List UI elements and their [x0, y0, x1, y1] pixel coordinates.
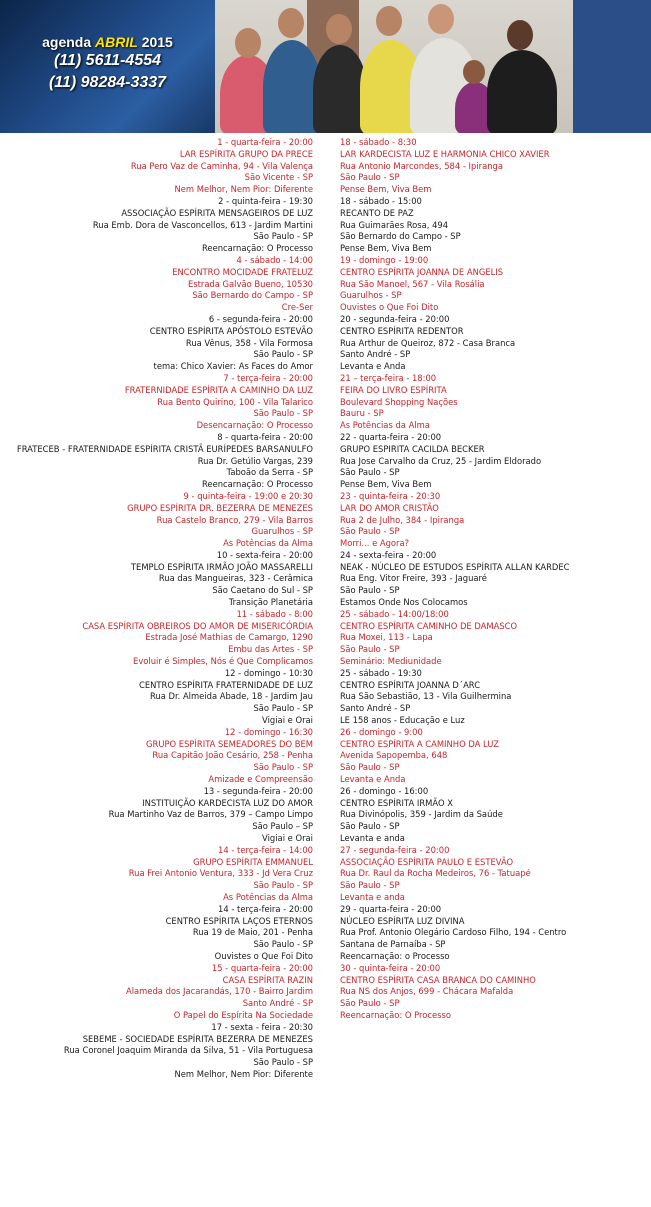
agenda-line: CENTRO ESPÍRITA A CAMINHO DA LUZ	[340, 738, 500, 749]
agenda-line: 25 - sábado - 19:30	[340, 667, 422, 678]
agenda-line: Santana de Parnaíba - SP	[340, 939, 446, 950]
agenda-line: Santo André - SP	[242, 998, 313, 1009]
agenda-line: Boulevard Shopping Nações	[340, 396, 458, 407]
agenda-line: CENTRO ESPÍRITA LAÇOS ETERNOS	[165, 915, 313, 926]
agenda-line: CENTRO ESPÍRITA CAMINHO DE DAMASCO	[340, 620, 518, 631]
agenda-line: São Paulo - SP	[340, 998, 400, 1009]
agenda-line: 20 - segunda-feira - 20:00	[340, 313, 450, 324]
agenda-line: Desencarnação: O Processo	[196, 420, 313, 431]
agenda-line: Pense Bem, Viva Bem	[340, 479, 432, 490]
agenda-line: SEBEME - SOCIEDADE ESPÍRITA BEZERRA DE MENEZES	[82, 1033, 313, 1044]
agenda-line: CENTRO ESPÍRITA JOANNA DE ANGELIS	[340, 266, 504, 277]
agenda-line: 2 - quinta-feira - 19:30	[218, 195, 313, 206]
agenda-line: São Paulo – SP	[252, 821, 313, 832]
agenda-line: NÚCLEO ESPÍRITA LUZ DIVINA	[340, 915, 465, 926]
agenda-line: 30 - quinta-feira - 20:00	[340, 962, 441, 973]
agenda-line: RECANTO DE PAZ	[340, 207, 414, 218]
agenda-line: Rua NS dos Anjos, 699 - Chácara Mafalda	[340, 986, 514, 997]
group-photo	[215, 0, 651, 133]
agenda-line: Bauru - SP	[340, 408, 384, 419]
agenda-line: CENTRO ESPÍRITA REDENTOR	[340, 325, 464, 336]
agenda-line: Rua Arthur de Queiroz, 872 - Casa Branca	[340, 337, 516, 348]
agenda-line: São Paulo - SP	[253, 408, 313, 419]
agenda-line: Ouvistes o Que Foi Dito	[214, 950, 313, 961]
agenda-line: 12 - domingo - 10:30	[224, 667, 313, 678]
agenda-line: São Paulo - SP	[253, 231, 313, 242]
agenda-line: CASA ESPÍRITA RAZIN	[222, 974, 313, 985]
agenda-line: Rua Vênus, 358 - Vila Formosa	[185, 337, 313, 348]
agenda-line: Rua Bento Quirino, 100 - Vila Talarico	[157, 396, 313, 407]
agenda-line: Guarulhos - SP	[251, 526, 313, 537]
agenda-line: LAR ESPÍRITA GRUPO DA PRECE	[179, 148, 313, 159]
agenda-line: São Paulo - SP	[340, 880, 400, 891]
agenda-line: Santo André - SP	[340, 349, 411, 360]
agenda-line: Reencarnação: O Processo	[201, 479, 313, 490]
agenda-line: São Paulo - SP	[340, 467, 400, 478]
agenda-line: Amizade e Compreensão	[208, 774, 313, 785]
agenda-line: 11 - sábado - 8:00	[236, 608, 313, 619]
person-head	[428, 4, 454, 34]
agenda-line: Rua Emb. Dora de Vasconcellos, 613 - Jardim Martini	[92, 219, 313, 230]
agenda-line: 10 - sexta-feira - 20:00	[216, 549, 313, 560]
agenda-line: Rua Jose Carvalho da Cruz, 25 - Jardim Eldorado	[340, 455, 542, 466]
agenda-line: GRUPO ESPÍRITA EMMANUEL	[193, 856, 313, 867]
agenda-line: 14 - terça-feira - 14:00	[218, 844, 313, 855]
agenda-line: Transição Planetária	[228, 597, 313, 608]
person-figure	[487, 50, 557, 133]
phone-number-2: (11) 98284-3337	[48, 74, 167, 91]
agenda-line: São Paulo - SP	[253, 762, 313, 773]
agenda-line: LAR DO AMOR CRISTÃO	[340, 502, 439, 513]
agenda-line: Rua Moxei, 113 - Lapa	[340, 632, 433, 643]
person-head	[507, 20, 533, 50]
agenda-line: Pense Bem, Viva Bem	[340, 184, 432, 195]
agenda-line: Ouvistes o Que Foi Dito	[340, 302, 439, 313]
person-head	[376, 6, 402, 36]
agenda-line: CENTRO ESPÍRITA IRMÃO X	[340, 797, 453, 808]
agenda-line: Rua São Manoel, 567 - Vila Rosália	[340, 278, 485, 289]
agenda-line: 23 - quinta-feira - 20:30	[340, 490, 441, 501]
agenda-right-column	[340, 137, 651, 1022]
agenda-line: Avenida Sapopemba, 648	[340, 750, 448, 761]
agenda-line: Rua Coronel Joaquim Miranda da Silva, 51 - Vila Portuguesa	[63, 1045, 313, 1056]
agenda-line: Pense Bem, Viva Bem	[340, 243, 432, 254]
agenda-line: 25 - sábado - 14:00/18:00	[340, 608, 449, 619]
agenda-line: ENCONTRO MOCIDADE FRATELUZ	[172, 266, 313, 277]
agenda-line: Estrada José Mathias de Camargo, 1290	[145, 632, 313, 643]
agenda-line: Vigiai e Orai	[262, 715, 313, 726]
agenda-line: As Potências da Alma	[340, 420, 430, 431]
agenda-line: Seminário: Mediunidade	[340, 656, 442, 667]
agenda-line: São Bernardo do Campo - SP	[192, 290, 313, 301]
agenda-line: 17 - sexta - feira - 20:30	[211, 1021, 313, 1032]
header-banner	[0, 0, 651, 133]
agenda-line: Reencarnação: O Processo	[340, 1009, 452, 1020]
agenda-line: 18 - sábado - 15:00	[340, 195, 422, 206]
agenda-line: CENTRO ESPÍRITA APÓSTOLO ESTEVÃO	[149, 325, 313, 336]
agenda-line: 18 - sábado - 8:30	[340, 137, 417, 147]
agenda-line: 4 - sábado - 14:00	[236, 254, 313, 265]
agenda-line: Evoluir é Simples, Nós é Que Complicamos	[133, 656, 313, 667]
agenda-line: São Paulo - SP	[340, 762, 400, 773]
agenda-line: Rua Antonio Marcondes, 584 - Ipiranga	[340, 160, 503, 171]
agenda-line: Rua Divinópolis, 359 - Jardim da Saúde	[340, 809, 503, 820]
agenda-line: tema: Chico Xavier: As Faces do Amor	[153, 361, 313, 372]
agenda-line: GRUPO ESPÍRITA DR. BEZERRA DE MENEZES	[127, 502, 313, 513]
agenda-line: As Potências da Alma	[223, 538, 313, 549]
agenda-line: Rua Eng. Vitor Freire, 393 - Jaguaré	[340, 573, 487, 584]
agenda-line: 12 - domingo - 16:30	[224, 726, 313, 737]
agenda-line: Rua das Mangueiras, 323 - Cerâmica	[158, 573, 313, 584]
agenda-line: Rua Capitão João Cesário, 258 - Penha	[152, 750, 313, 761]
agenda-line: Rua Dr. Raul da Rocha Medeiros, 76 - Tatuapé	[340, 868, 531, 879]
agenda-line: O Papel do Espírita Na Sociedade	[173, 1009, 313, 1020]
agenda-line: São Vicente - SP	[244, 172, 313, 183]
agenda-line: São Paulo - SP	[340, 821, 400, 832]
agenda-line: São Caetano do Sul - SP	[212, 585, 313, 596]
agenda-line: São Paulo - SP	[253, 349, 313, 360]
agenda-line: LAR KARDECISTA LUZ E HARMONIA CHICO XAVIER	[340, 148, 550, 159]
agenda-line: FRATECEB - FRATERNIDADE ESPÍRITA CRISTÃ EURÍPEDES BARSANULFO	[16, 443, 313, 454]
agenda-line: TEMPLO ESPÍRITA IRMÃO JOÃO MASSARELLI	[130, 561, 313, 572]
agenda-line: São Paulo - SP	[253, 880, 313, 891]
agenda-line: Vigiai e Orai	[262, 833, 313, 844]
agenda-line: GRUPO ESPÍRITA SEMEADORES DO BEM	[146, 738, 313, 749]
agenda-line: São Bernardo do Campo - SP	[340, 231, 461, 242]
agenda-line: INSTITUIÇÃO KARDECISTA LUZ DO AMOR	[142, 797, 313, 808]
agenda-line: Levanta e Anda	[340, 361, 406, 372]
agenda-line: Nem Melhor, Nem Pior: Diferente	[174, 184, 313, 195]
agenda-line: São Paulo - SP	[340, 585, 400, 596]
agenda-line: São Paulo - SP	[340, 526, 400, 537]
agenda-line: GRUPO ESPIRITA CACILDA BECKER	[340, 443, 485, 454]
agenda-line: ASSOCIAÇÃO ESPÍRITA MENSAGEIROS DE LUZ	[121, 207, 313, 218]
agenda-line: Cre-Ser	[281, 302, 313, 313]
agenda-line: Levanta e anda	[340, 833, 405, 844]
agenda-line: NEAK - NÚCLEO DE ESTUDOS ESPÍRITA ALLAN KARDEC	[340, 561, 570, 572]
agenda-line: 7 - terça-feira - 20:00	[223, 372, 313, 383]
agenda-line: Alameda dos Jacarandás, 170 - Bairro Jardim	[125, 986, 313, 997]
agenda-line: Rua 19 de Maio, 201 - Penha	[192, 927, 313, 938]
agenda-line: Estamos Onde Nos Colocamos	[340, 597, 468, 608]
phone-number-1: (11) 5611-4554	[53, 52, 162, 69]
agenda-line: Levanta e anda	[340, 892, 405, 902]
photo-background-wall	[573, 0, 651, 133]
agenda-line: CENTRO ESPÍRITA FRATERNIDADE DE LUZ	[138, 679, 313, 690]
agenda-line: As Potências da Alma	[223, 892, 313, 902]
agenda-line: Rua Martinho Vaz de Barros, 379 – Campo Limpo	[108, 809, 313, 820]
agenda-line: 6 - segunda-feira - 20:00	[208, 313, 313, 324]
agenda-line: 21 – terça-feira - 18:00	[340, 372, 437, 383]
agenda-line: Rua Dr. Getúlio Vargas, 239	[197, 455, 313, 466]
person-head	[235, 28, 261, 58]
agenda-line: Reencarnação: O Processo	[201, 243, 313, 254]
agenda-line: CENTRO ESPÍRITA JOANNA D´ARC	[340, 679, 481, 690]
agenda-line: 19 - domingo - 19:00	[340, 254, 429, 265]
agenda-line: Rua Castelo Branco, 279 - Vila Barros	[156, 514, 313, 525]
agenda-line: Rua São Sebastião, 13 - Vila Guilhermina	[340, 691, 512, 702]
agenda-line: 26 - domingo - 16:00	[340, 785, 429, 796]
agenda-line: 15 - quarta-feira - 20:00	[211, 962, 313, 973]
agenda-line: Rua Pero Vaz de Caminha, 94 - Vila Valença	[130, 160, 313, 171]
agenda-left-column	[0, 137, 313, 1081]
agenda-line: São Paulo - SP	[340, 644, 400, 655]
agenda-line: São Paulo - SP	[253, 703, 313, 714]
agenda-line: 29 - quarta-feira - 20:00	[340, 903, 442, 914]
agenda-line: 22 - quarta-feira - 20:00	[340, 431, 442, 442]
agenda-line: Guarulhos - SP	[340, 290, 402, 301]
agenda-line: 26 - domingo - 9:00	[340, 726, 423, 737]
agenda-line: Embu das Artes - SP	[228, 644, 313, 655]
agenda-line: São Paulo - SP	[253, 1057, 313, 1068]
agenda-line: CASA ESPÍRITA OBREIROS DO AMOR DE MISERICÓRDIA	[82, 620, 313, 631]
agenda-line: LE 158 anos - Educação e Luz	[340, 715, 465, 726]
agenda-line: Reencarnação: o Processo	[340, 950, 450, 961]
agenda-line: Rua 2 de Julho, 384 - Ipiranga	[340, 514, 465, 525]
agenda-line: Taboão da Serra - SP	[226, 467, 313, 478]
agenda-line: Rua Dr. Almeida Abade, 18 - Jardim Jau	[149, 691, 313, 702]
agenda-line: Nem Melhor, Nem Pior: Diferente	[174, 1068, 313, 1079]
header-title-panel	[0, 0, 215, 133]
agenda-line: São Paulo - SP	[253, 939, 313, 950]
agenda-line: São Paulo - SP	[340, 172, 400, 183]
person-head	[278, 8, 304, 38]
agenda-line: 14 - terça-feira - 20:00	[218, 903, 313, 914]
agenda-title: agenda ABRIL 2015	[42, 34, 173, 50]
agenda-line: 9 - quinta-feira - 19:00 e 20:30	[183, 490, 313, 501]
agenda-line: Rua Frei Antonio Ventura, 333 - Jd Vera Cruz	[128, 868, 313, 879]
agenda-line: 8 - quarta-feira - 20:00	[217, 431, 313, 442]
agenda-line: FRATERNIDADE ESPÍRITA A CAMINHO DA LUZ	[124, 384, 313, 395]
person-figure	[313, 45, 367, 133]
agenda-line: 13 - segunda-feira - 20:00	[203, 785, 313, 796]
agenda-line: Levanta e Anda	[340, 774, 406, 785]
agenda-line: Santo André - SP	[340, 703, 411, 714]
agenda-line: Estrada Galvão Bueno, 10530	[187, 278, 313, 289]
person-head	[463, 60, 485, 84]
agenda-line: 27 - segunda-feira - 20:00	[340, 844, 450, 855]
agenda-line: Morri... e Agora?	[340, 538, 410, 549]
agenda-line: Rua Prof. Antonio Olegário Cardoso Filho, 194 - Centro	[340, 927, 567, 938]
agenda-line: ASSOCIAÇÃO ESPÍRITA PAULO E ESTEVÃO	[340, 856, 514, 867]
person-head	[326, 14, 352, 44]
agenda-line: 24 - sexta-feira - 20:00	[340, 549, 437, 560]
agenda-line: Rua Guimarães Rosa, 494	[340, 219, 449, 230]
agenda-line: 1 - quarta-feira - 20:00	[217, 137, 313, 147]
agenda-line: CENTRO ESPÍRITA CASA BRANCA DO CAMINHO	[340, 974, 536, 985]
agenda-line: FEIRA DO LIVRO ESPÍRITA	[340, 384, 447, 395]
